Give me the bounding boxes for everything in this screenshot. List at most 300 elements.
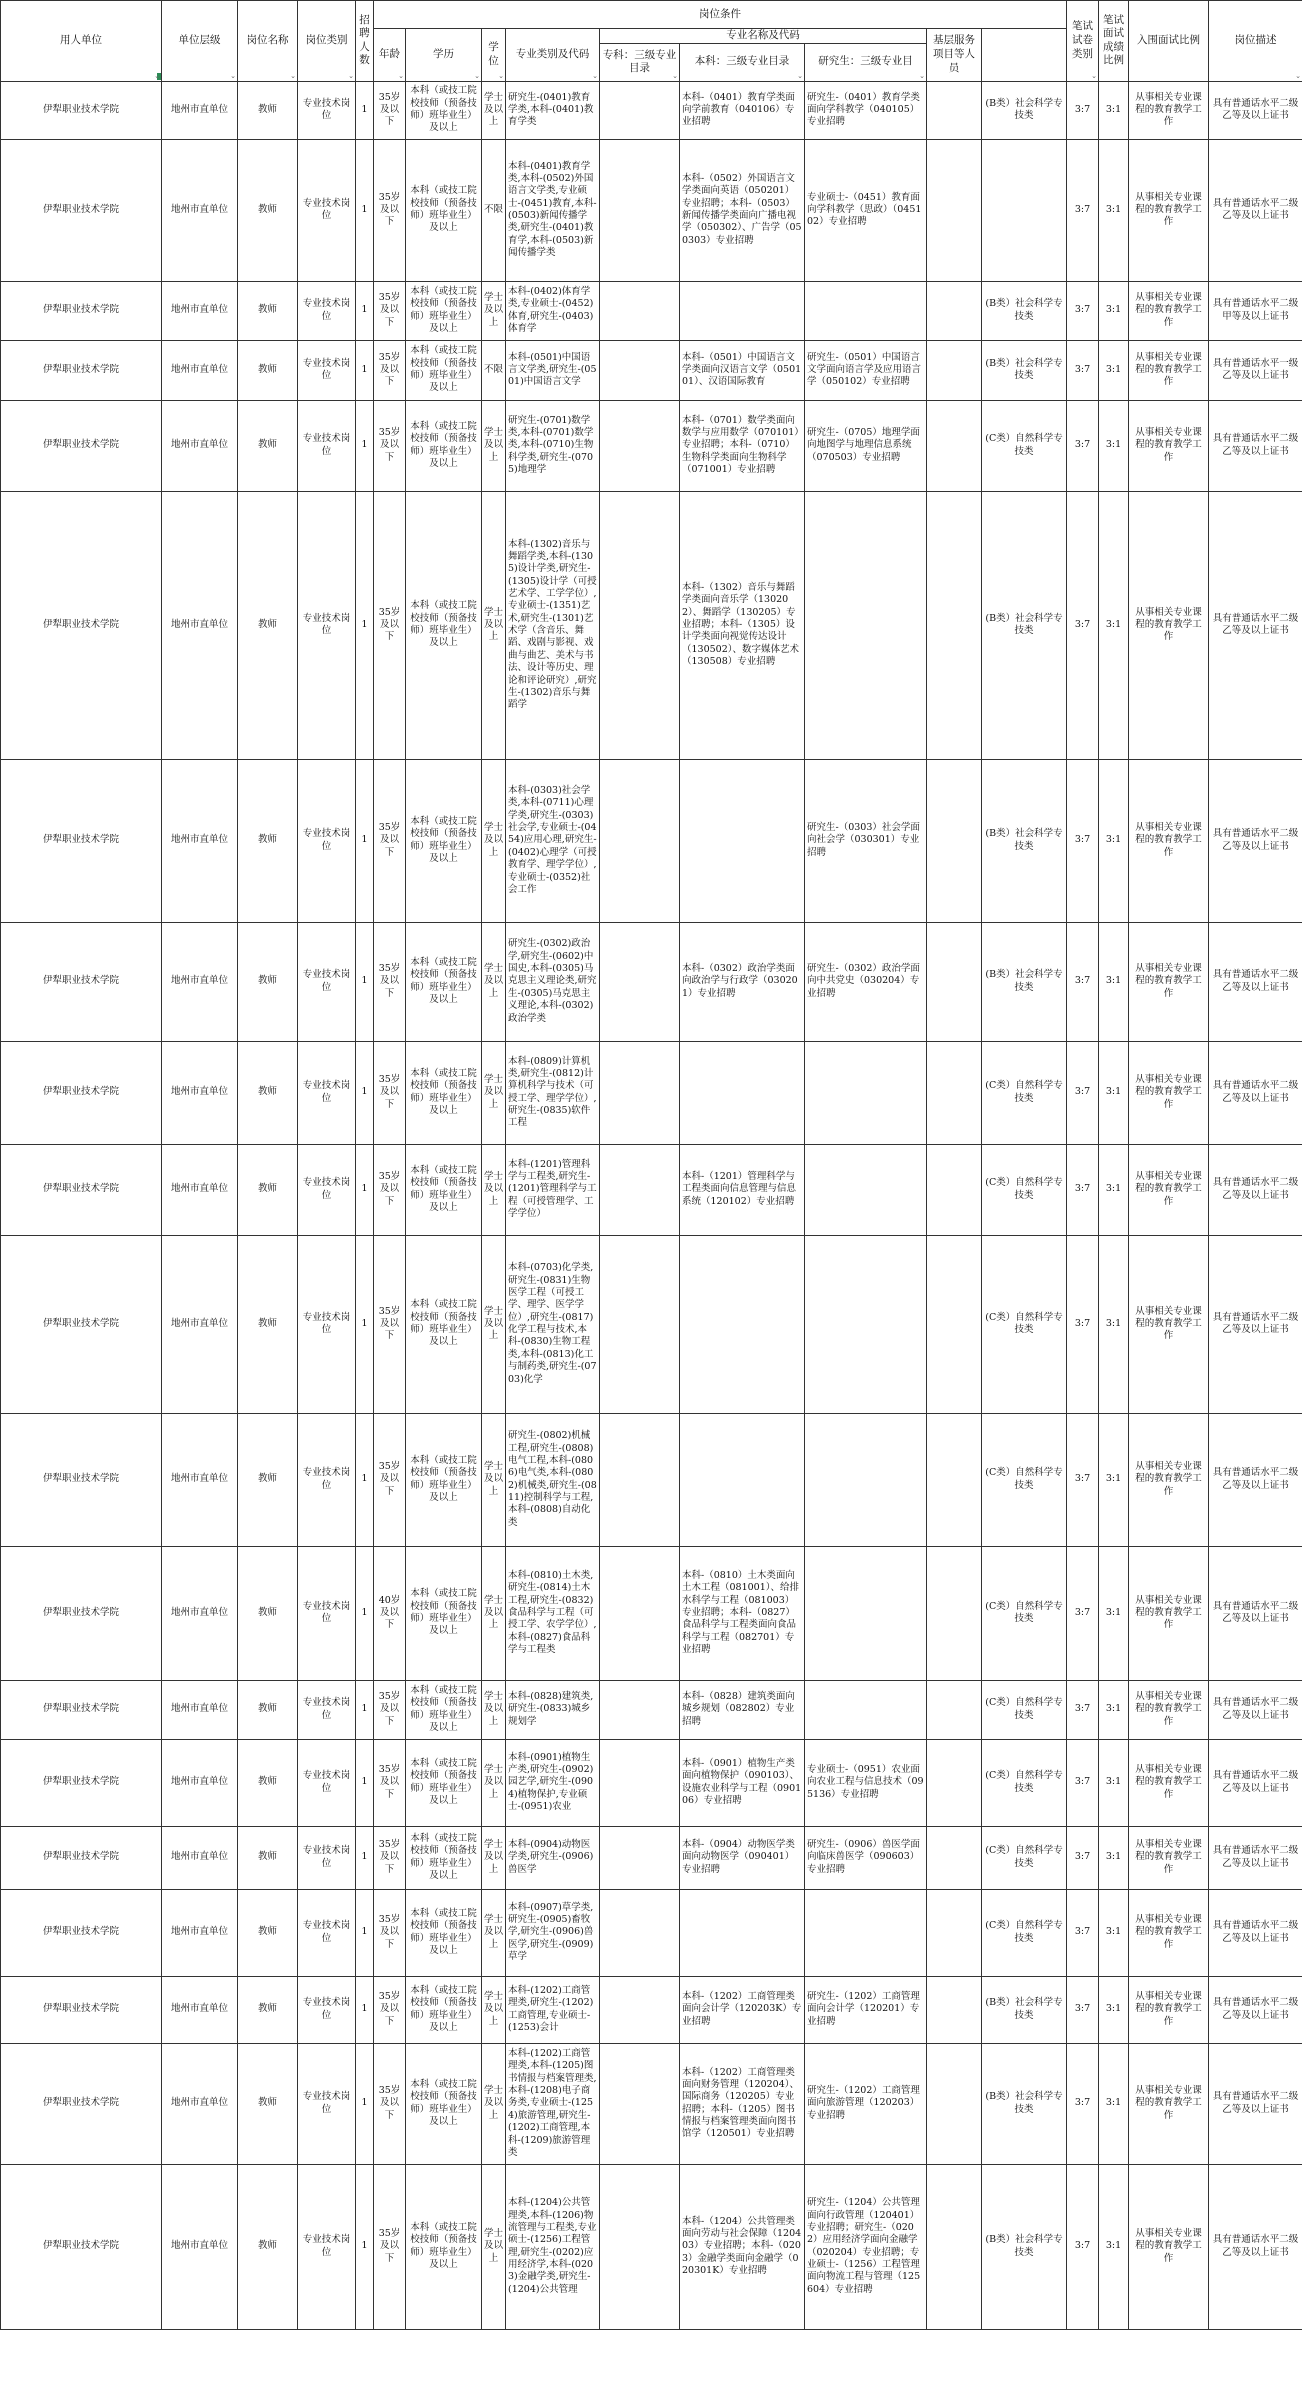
cell-unit[interactable]: 伊犁职业技术学院 — [1, 1546, 162, 1680]
cell-ratio-written[interactable]: 3:7 — [1067, 1041, 1099, 1144]
cell-major-cat[interactable]: 本科-(1204)公共管理类,本科-(1206)物流管理与工程类,专业硕士-(1256)工程管理,研究生-(0202)应用经济学,本科-(0203)金融学类,研究生-(1204)公共管理 — [506, 2164, 600, 2329]
cell-grassroots[interactable] — [927, 1739, 982, 1826]
header-major-cat[interactable]: 专业类别及代码 ⌄ — [506, 29, 600, 82]
cell-zk[interactable] — [600, 1413, 680, 1546]
cell-ratio-interview[interactable]: 3:1 — [1099, 1546, 1129, 1680]
cell-note[interactable]: 具有普通话水平二级乙等及以上证书 — [1209, 1680, 1302, 1739]
cell-bk[interactable] — [680, 281, 805, 340]
cell-zk[interactable] — [600, 139, 680, 281]
cell-desc[interactable]: 从事相关专业课程的教育教学工作 — [1129, 2164, 1209, 2329]
cell-edu[interactable]: 本科（或技工院校技师（预备技师）班毕业生）及以上 — [406, 1235, 482, 1413]
cell-ratio-interview[interactable]: 3:1 — [1099, 281, 1129, 340]
cell-ratio-written[interactable]: 3:7 — [1067, 491, 1099, 759]
cell-grassroots[interactable] — [927, 2043, 982, 2164]
cell-ratio-written[interactable]: 3:7 — [1067, 81, 1099, 139]
cell-exam[interactable]: (C类）自然科学专技类 — [982, 1041, 1067, 1144]
cell-count[interactable]: 1 — [356, 759, 374, 922]
filter-dropdown-icon[interactable]: ⌄ — [230, 71, 236, 80]
cell-desc[interactable]: 从事相关专业课程的教育教学工作 — [1129, 1144, 1209, 1235]
cell-count[interactable]: 1 — [356, 2164, 374, 2329]
cell-ratio-interview[interactable]: 3:1 — [1099, 1976, 1129, 2043]
cell-yjs[interactable]: 专业硕士-（0451）教育面向学科教学（思政）（045102）专业招聘 — [805, 139, 927, 281]
cell-age[interactable]: 35岁及以下 — [374, 2164, 406, 2329]
header-unit[interactable]: 用人单位 ⌄ — [1, 1, 162, 82]
cell-desc[interactable]: 从事相关专业课程的教育教学工作 — [1129, 1546, 1209, 1680]
cell-grassroots[interactable] — [927, 1144, 982, 1235]
cell-zk[interactable] — [600, 281, 680, 340]
cell-exam[interactable]: (C类）自然科学专技类 — [982, 1889, 1067, 1976]
cell-grassroots[interactable] — [927, 139, 982, 281]
cell-unit[interactable]: 伊犁职业技术学院 — [1, 281, 162, 340]
cell-unit[interactable]: 伊犁职业技术学院 — [1, 340, 162, 400]
cell-type[interactable]: 专业技术岗位 — [298, 2043, 356, 2164]
cell-unit[interactable]: 伊犁职业技术学院 — [1, 139, 162, 281]
cell-count[interactable]: 1 — [356, 400, 374, 491]
cell-ratio-interview[interactable]: 3:1 — [1099, 2043, 1129, 2164]
cell-count[interactable]: 1 — [356, 1144, 374, 1235]
cell-count[interactable]: 1 — [356, 1413, 374, 1546]
cell-grassroots[interactable] — [927, 340, 982, 400]
cell-post[interactable]: 教师 — [238, 1546, 298, 1680]
filter-dropdown-icon[interactable]: ⌄ — [1091, 71, 1098, 80]
cell-yjs[interactable]: 研究生-（0303）社会学面向社会学（030301）专业招聘 — [805, 759, 927, 922]
cell-zk[interactable] — [600, 1826, 680, 1889]
cell-count[interactable]: 1 — [356, 1041, 374, 1144]
cell-type[interactable]: 专业技术岗位 — [298, 1680, 356, 1739]
cell-degree[interactable]: 学士及以上 — [482, 1976, 506, 2043]
cell-type[interactable]: 专业技术岗位 — [298, 1739, 356, 1826]
cell-bk[interactable]: 本科-（0701）数学类面向数学与应用数学（070101）专业招聘；本科-（0710）生物科学类面向生物科学（071001）专业招聘 — [680, 400, 805, 491]
cell-desc[interactable]: 从事相关专业课程的教育教学工作 — [1129, 922, 1209, 1041]
cell-degree[interactable]: 学士及以上 — [482, 922, 506, 1041]
cell-major-cat[interactable]: 本科-(0828)建筑类,研究生-(0833)城乡规划学 — [506, 1680, 600, 1739]
cell-zk[interactable] — [600, 2043, 680, 2164]
cell-age[interactable]: 35岁及以下 — [374, 1889, 406, 1976]
cell-ratio-interview[interactable]: 3:1 — [1099, 491, 1129, 759]
cell-type[interactable]: 专业技术岗位 — [298, 400, 356, 491]
cell-bk[interactable]: 本科-（1204）公共管理类面向劳动与社会保障（120403）专业招聘；本科-（0203）金融学类面向金融学（020301K）专业招聘 — [680, 2164, 805, 2329]
cell-level[interactable]: 地州市直单位 — [162, 1546, 238, 1680]
cell-ratio-interview[interactable]: 3:1 — [1099, 2164, 1129, 2329]
cell-age[interactable]: 35岁及以下 — [374, 1144, 406, 1235]
cell-yjs[interactable] — [805, 1413, 927, 1546]
cell-desc[interactable]: 从事相关专业课程的教育教学工作 — [1129, 1413, 1209, 1546]
cell-zk[interactable] — [600, 491, 680, 759]
cell-grassroots[interactable] — [927, 1041, 982, 1144]
cell-yjs[interactable] — [805, 1680, 927, 1739]
cell-major-cat[interactable]: 本科-(1202)工商管理类,本科-(1205)图书情报与档案管理类,本科-(1208)电子商务类,专业硕士-(1254)旅游管理,研究生-(1202)工商管理,本科-(1209)旅游管理类 — [506, 2043, 600, 2164]
header-yjs[interactable]: 研究生：三级专业目 ⌄ — [805, 43, 927, 81]
cell-degree[interactable]: 学士及以上 — [482, 1889, 506, 1976]
cell-bk[interactable] — [680, 1413, 805, 1546]
cell-level[interactable]: 地州市直单位 — [162, 400, 238, 491]
cell-age[interactable]: 35岁及以下 — [374, 1739, 406, 1826]
cell-bk[interactable] — [680, 1889, 805, 1976]
cell-zk[interactable] — [600, 400, 680, 491]
cell-exam[interactable]: (C类）自然科学专技类 — [982, 1235, 1067, 1413]
cell-post[interactable]: 教师 — [238, 1826, 298, 1889]
cell-grassroots[interactable] — [927, 2164, 982, 2329]
cell-edu[interactable]: 本科（或技工院校技师（预备技师）班毕业生）及以上 — [406, 2164, 482, 2329]
cell-ratio-interview[interactable]: 3:1 — [1099, 340, 1129, 400]
cell-exam[interactable]: (C类）自然科学专技类 — [982, 1413, 1067, 1546]
cell-yjs[interactable]: 专业硕士-（0951）农业面向农业工程与信息技术（095136）专业招聘 — [805, 1739, 927, 1826]
cell-desc[interactable]: 从事相关专业课程的教育教学工作 — [1129, 2043, 1209, 2164]
cell-degree[interactable]: 学士及以上 — [482, 1680, 506, 1739]
cell-degree[interactable]: 学士及以上 — [482, 2043, 506, 2164]
cell-bk[interactable]: 本科-（0901）植物生产类面向植物保护（090103）、设施农业科学与工程（090106）专业招聘 — [680, 1739, 805, 1826]
cell-unit[interactable]: 伊犁职业技术学院 — [1, 1976, 162, 2043]
cell-bk[interactable] — [680, 1041, 805, 1144]
cell-count[interactable]: 1 — [356, 922, 374, 1041]
cell-yjs[interactable]: 研究生-（0501）中国语言文学面向语言学及应用语言学（050102）专业招聘 — [805, 340, 927, 400]
cell-note[interactable]: 具有普通话水平二级甲等及以上证书 — [1209, 281, 1302, 340]
cell-count[interactable]: 1 — [356, 281, 374, 340]
cell-note[interactable]: 具有普通话水平二级乙等及以上证书 — [1209, 2043, 1302, 2164]
cell-degree[interactable]: 学士及以上 — [482, 2164, 506, 2329]
cell-level[interactable]: 地州市直单位 — [162, 1680, 238, 1739]
filter-dropdown-icon[interactable]: ⌄ — [398, 71, 404, 80]
filter-dropdown-icon[interactable]: ⌄ — [498, 71, 504, 80]
filter-dropdown-icon[interactable]: ⌄ — [1295, 71, 1302, 80]
cell-count[interactable]: 1 — [356, 340, 374, 400]
cell-desc[interactable]: 从事相关专业课程的教育教学工作 — [1129, 1739, 1209, 1826]
cell-ratio-interview[interactable]: 3:1 — [1099, 400, 1129, 491]
cell-count[interactable]: 1 — [356, 1235, 374, 1413]
cell-exam[interactable]: (B类）社会科学专技类 — [982, 340, 1067, 400]
cell-type[interactable]: 专业技术岗位 — [298, 759, 356, 922]
cell-type[interactable]: 专业技术岗位 — [298, 1976, 356, 2043]
cell-unit[interactable]: 伊犁职业技术学院 — [1, 1235, 162, 1413]
cell-exam[interactable]: (B类）社会科学专技类 — [982, 2043, 1067, 2164]
cell-edu[interactable]: 本科（或技工院校技师（预备技师）班毕业生）及以上 — [406, 1976, 482, 2043]
cell-note[interactable]: 具有普通话水平二级乙等及以上证书 — [1209, 1976, 1302, 2043]
cell-unit[interactable]: 伊犁职业技术学院 — [1, 1413, 162, 1546]
cell-yjs[interactable]: 研究生-（1202）工商管理面向会计学（120201）专业招聘 — [805, 1976, 927, 2043]
cell-note[interactable]: 具有普通话水平二级乙等及以上证书 — [1209, 1144, 1302, 1235]
cell-grassroots[interactable] — [927, 1889, 982, 1976]
cell-unit[interactable]: 伊犁职业技术学院 — [1, 1739, 162, 1826]
cell-zk[interactable] — [600, 2164, 680, 2329]
cell-grassroots[interactable] — [927, 1235, 982, 1413]
cell-type[interactable]: 专业技术岗位 — [298, 1546, 356, 1680]
cell-exam[interactable]: (B类）社会科学专技类 — [982, 281, 1067, 340]
cell-major-cat[interactable]: 本科-(0501)中国语言文学类,研究生-(0501)中国语言文学 — [506, 340, 600, 400]
cell-post[interactable]: 教师 — [238, 1235, 298, 1413]
cell-count[interactable]: 1 — [356, 81, 374, 139]
cell-level[interactable]: 地州市直单位 — [162, 491, 238, 759]
cell-type[interactable]: 专业技术岗位 — [298, 1889, 356, 1976]
cell-ratio-written[interactable]: 3:7 — [1067, 922, 1099, 1041]
cell-age[interactable]: 35岁及以下 — [374, 1826, 406, 1889]
cell-bk[interactable]: 本科-（0401）教育学类面向学前教育（040106）专业招聘 — [680, 81, 805, 139]
header-post-type[interactable]: 岗位类别 ⌄ — [298, 1, 356, 82]
cell-grassroots[interactable] — [927, 922, 982, 1041]
cell-grassroots[interactable] — [927, 1826, 982, 1889]
cell-bk[interactable]: 本科-（0904）动物医学类面向动物医学（090401）专业招聘 — [680, 1826, 805, 1889]
cell-bk[interactable]: 本科-（0501）中国语言文学类面向汉语言文学（050101）、汉语国际教育 — [680, 340, 805, 400]
cell-degree[interactable]: 学士及以上 — [482, 400, 506, 491]
cell-zk[interactable] — [600, 340, 680, 400]
cell-ratio-written[interactable]: 3:7 — [1067, 1739, 1099, 1826]
cell-note[interactable]: 具有普通话水平二级乙等及以上证书 — [1209, 1546, 1302, 1680]
cell-ratio-interview[interactable]: 3:1 — [1099, 139, 1129, 281]
cell-grassroots[interactable] — [927, 81, 982, 139]
cell-note[interactable]: 具有普通话水平二级乙等及以上证书 — [1209, 139, 1302, 281]
cell-zk[interactable] — [600, 1680, 680, 1739]
cell-unit[interactable]: 伊犁职业技术学院 — [1, 1680, 162, 1739]
cell-edu[interactable]: 本科（或技工院校技师（预备技师）班毕业生）及以上 — [406, 400, 482, 491]
cell-age[interactable]: 35岁及以下 — [374, 1041, 406, 1144]
cell-bk[interactable]: 本科-（1202）工商管理类面向财务管理（120204）、国际商务（120205）专业招聘；本科-（1205）图书情报与档案管理类面向图书馆学（120501）专业招聘 — [680, 2043, 805, 2164]
header-post-name[interactable]: 岗位名称 ⌄ — [238, 1, 298, 82]
cell-grassroots[interactable] — [927, 1413, 982, 1546]
header-ratio-written[interactable]: 笔试面试成绩比例 — [1099, 1, 1129, 82]
cell-major-cat[interactable]: 本科-(1302)音乐与舞蹈学类,本科-(1305)设计学类,研究生-(1305)设计学（可授艺术学、工学学位）,专业硕士-(1351)艺术,研究生-(1301)艺术学（含音乐、舞蹈、戏剧与影视、戏曲与曲艺、美术与书法、设计等历史、理论和评论研究）,研究生-(1302)音乐与舞蹈学 — [506, 491, 600, 759]
cell-edu[interactable]: 本科（或技工院校技师（预备技师）班毕业生）及以上 — [406, 1889, 482, 1976]
cell-count[interactable]: 1 — [356, 1889, 374, 1976]
cell-age[interactable]: 40岁及以下 — [374, 1546, 406, 1680]
cell-major-cat[interactable]: 研究生-(0802)机械工程,研究生-(0808)电气工程,本科-(0806)电气类,本科-(0802)机械类,研究生-(0811)控制科学与工程,本科-(0808)自动化类 — [506, 1413, 600, 1546]
cell-grassroots[interactable] — [927, 491, 982, 759]
cell-yjs[interactable] — [805, 1041, 927, 1144]
cell-age[interactable]: 35岁及以下 — [374, 340, 406, 400]
cell-unit[interactable]: 伊犁职业技术学院 — [1, 2164, 162, 2329]
cell-yjs[interactable]: 研究生-（0401）教育学类面向学科教学（040105）专业招聘 — [805, 81, 927, 139]
cell-ratio-interview[interactable]: 3:1 — [1099, 1680, 1129, 1739]
cell-note[interactable]: 具有普通话水平一级乙等及以上证书 — [1209, 340, 1302, 400]
cell-major-cat[interactable]: 本科-(0809)计算机类,研究生-(0812)计算机科学与技术（可授工学、理学学位）,研究生-(0835)软件工程 — [506, 1041, 600, 1144]
header-age[interactable]: 年龄 ⌄ — [374, 29, 406, 82]
cell-edu[interactable]: 本科（或技工院校技师（预备技师）班毕业生）及以上 — [406, 340, 482, 400]
cell-exam[interactable]: (C类）自然科学专技类 — [982, 400, 1067, 491]
cell-ratio-written[interactable]: 3:7 — [1067, 1144, 1099, 1235]
cell-edu[interactable]: 本科（或技工院校技师（预备技师）班毕业生）及以上 — [406, 1739, 482, 1826]
cell-ratio-interview[interactable]: 3:1 — [1099, 1041, 1129, 1144]
cell-level[interactable]: 地州市直单位 — [162, 922, 238, 1041]
cell-unit[interactable]: 伊犁职业技术学院 — [1, 491, 162, 759]
cell-level[interactable]: 地州市直单位 — [162, 1889, 238, 1976]
cell-major-cat[interactable]: 本科-(1202)工商管理类,研究生-(1202)工商管理,专业硕士-(1253)会计 — [506, 1976, 600, 2043]
cell-edu[interactable]: 本科（或技工院校技师（预备技师）班毕业生）及以上 — [406, 922, 482, 1041]
cell-note[interactable]: 具有普通话水平二级乙等及以上证书 — [1209, 400, 1302, 491]
cell-edu[interactable]: 本科（或技工院校技师（预备技师）班毕业生）及以上 — [406, 1826, 482, 1889]
cell-ratio-written[interactable]: 3:7 — [1067, 1680, 1099, 1739]
cell-level[interactable]: 地州市直单位 — [162, 281, 238, 340]
cell-post[interactable]: 教师 — [238, 1041, 298, 1144]
cell-grassroots[interactable] — [927, 1976, 982, 2043]
cell-yjs[interactable]: 研究生-（0302）政治学面向中共党史（030204）专业招聘 — [805, 922, 927, 1041]
cell-degree[interactable]: 学士及以上 — [482, 1546, 506, 1680]
cell-yjs[interactable] — [805, 491, 927, 759]
filter-dropdown-icon[interactable]: ⌄ — [919, 71, 925, 80]
cell-unit[interactable]: 伊犁职业技术学院 — [1, 1041, 162, 1144]
cell-age[interactable]: 35岁及以下 — [374, 400, 406, 491]
cell-unit[interactable]: 伊犁职业技术学院 — [1, 2043, 162, 2164]
cell-post[interactable]: 教师 — [238, 1413, 298, 1546]
cell-desc[interactable]: 从事相关专业课程的教育教学工作 — [1129, 1235, 1209, 1413]
cell-note[interactable]: 具有普通话水平二级乙等及以上证书 — [1209, 81, 1302, 139]
cell-note[interactable]: 具有普通话水平二级乙等及以上证书 — [1209, 1889, 1302, 1976]
cell-ratio-interview[interactable]: 3:1 — [1099, 1826, 1129, 1889]
cell-level[interactable]: 地州市直单位 — [162, 139, 238, 281]
cell-degree[interactable]: 学士及以上 — [482, 1235, 506, 1413]
cell-major-cat[interactable]: 本科-(0401)教育学类,本科-(0502)外国语言文学类,专业硕士-(0451)教育,本科-(0503)新闻传播学类,研究生-(0401)教育学,本科-(0503)新闻传播学类 — [506, 139, 600, 281]
cell-exam[interactable]: (B类）社会科学专技类 — [982, 922, 1067, 1041]
cell-note[interactable]: 具有普通话水平二级乙等及以上证书 — [1209, 2164, 1302, 2329]
cell-degree[interactable]: 不限 — [482, 340, 506, 400]
header-exam[interactable]: 笔试试卷类别 ⌄ — [1067, 1, 1099, 82]
cell-count[interactable]: 1 — [356, 1680, 374, 1739]
cell-type[interactable]: 专业技术岗位 — [298, 1413, 356, 1546]
cell-zk[interactable] — [600, 1976, 680, 2043]
cell-type[interactable]: 专业技术岗位 — [298, 491, 356, 759]
cell-exam[interactable]: (C类）自然科学专技类 — [982, 1144, 1067, 1235]
header-zk[interactable]: 专科：三级专业目录 ⌄ — [600, 43, 680, 81]
cell-desc[interactable]: 从事相关专业课程的教育教学工作 — [1129, 1826, 1209, 1889]
cell-age[interactable]: 35岁及以下 — [374, 759, 406, 922]
cell-exam[interactable]: (C类）自然科学专技类 — [982, 1546, 1067, 1680]
cell-type[interactable]: 专业技术岗位 — [298, 139, 356, 281]
cell-ratio-written[interactable]: 3:7 — [1067, 1826, 1099, 1889]
cell-note[interactable]: 具有普通话水平二级乙等及以上证书 — [1209, 1413, 1302, 1546]
cell-age[interactable]: 35岁及以下 — [374, 922, 406, 1041]
cell-grassroots[interactable] — [927, 281, 982, 340]
cell-bk[interactable]: 本科-（1202）工商管理类面向会计学（120203K）专业招聘 — [680, 1976, 805, 2043]
cell-ratio-written[interactable]: 3:7 — [1067, 340, 1099, 400]
cell-age[interactable]: 35岁及以下 — [374, 1413, 406, 1546]
cell-bk[interactable]: 本科-（0828）建筑类面向城乡规划（082802）专业招聘 — [680, 1680, 805, 1739]
cell-yjs[interactable]: 研究生-（1202）工商管理面向旅游管理（120203）专业招聘 — [805, 2043, 927, 2164]
cell-yjs[interactable]: 研究生-（0705）地理学面向地图学与地理信息系统（070503）专业招聘 — [805, 400, 927, 491]
filter-dropdown-icon[interactable]: ⌄ — [290, 71, 296, 80]
cell-type[interactable]: 专业技术岗位 — [298, 2164, 356, 2329]
cell-type[interactable]: 专业技术岗位 — [298, 1235, 356, 1413]
cell-ratio-written[interactable]: 3:7 — [1067, 2164, 1099, 2329]
cell-edu[interactable]: 本科（或技工院校技师（预备技师）班毕业生）及以上 — [406, 1680, 482, 1739]
cell-bk[interactable]: 本科-（0810）土木类面向土木工程（081001）、给排水科学与工程（081003）专业招聘；本科-（0827）食品科学与工程类面向食品科学与工程（082701）专业招聘 — [680, 1546, 805, 1680]
cell-type[interactable]: 专业技术岗位 — [298, 1826, 356, 1889]
cell-count[interactable]: 1 — [356, 1546, 374, 1680]
cell-level[interactable]: 地州市直单位 — [162, 1826, 238, 1889]
cell-yjs[interactable] — [805, 281, 927, 340]
cell-degree[interactable]: 学士及以上 — [482, 491, 506, 759]
cell-post[interactable]: 教师 — [238, 81, 298, 139]
cell-level[interactable]: 地州市直单位 — [162, 2043, 238, 2164]
cell-major-cat[interactable]: 本科-(0703)化学类,研究生-(0831)生物医学工程（可授工学、理学、医学学位）,研究生-(0817)化学工程与技术,本科-(0830)生物工程类,本科-(0813)化工与制药类,研究生-(0703)化学 — [506, 1235, 600, 1413]
cell-exam[interactable]: (B类）社会科学专技类 — [982, 81, 1067, 139]
cell-bk[interactable] — [680, 759, 805, 922]
filter-dropdown-icon[interactable]: ⌄ — [474, 71, 480, 80]
cell-desc[interactable]: 从事相关专业课程的教育教学工作 — [1129, 491, 1209, 759]
cell-grassroots[interactable] — [927, 1680, 982, 1739]
cell-post[interactable]: 教师 — [238, 400, 298, 491]
cell-note[interactable]: 具有普通话水平二级乙等及以上证书 — [1209, 491, 1302, 759]
cell-type[interactable]: 专业技术岗位 — [298, 1144, 356, 1235]
cell-post[interactable]: 教师 — [238, 759, 298, 922]
cell-zk[interactable] — [600, 1889, 680, 1976]
cell-desc[interactable]: 从事相关专业课程的教育教学工作 — [1129, 400, 1209, 491]
filter-dropdown-icon[interactable]: ⌄ — [797, 71, 803, 80]
cell-major-cat[interactable]: 本科-(0907)草学类,研究生-(0905)畜牧学,研究生-(0906)兽医学,研究生-(0909)草学 — [506, 1889, 600, 1976]
header-grassroots[interactable]: 基层服务项目等人员 — [927, 29, 982, 82]
cell-edu[interactable]: 本科（或技工院校技师（预备技师）班毕业生）及以上 — [406, 1546, 482, 1680]
header-degree[interactable]: 学位 ⌄ — [482, 29, 506, 82]
cell-desc[interactable]: 从事相关专业课程的教育教学工作 — [1129, 1889, 1209, 1976]
cell-desc[interactable]: 从事相关专业课程的教育教学工作 — [1129, 1041, 1209, 1144]
header-desc[interactable]: 岗位描述 ⌄ — [1209, 1, 1302, 82]
cell-age[interactable]: 35岁及以下 — [374, 2043, 406, 2164]
cell-unit[interactable]: 伊犁职业技术学院 — [1, 1889, 162, 1976]
cell-edu[interactable]: 本科（或技工院校技师（预备技师）班毕业生）及以上 — [406, 491, 482, 759]
cell-desc[interactable]: 从事相关专业课程的教育教学工作 — [1129, 81, 1209, 139]
cell-post[interactable]: 教师 — [238, 1976, 298, 2043]
cell-desc[interactable]: 从事相关专业课程的教育教学工作 — [1129, 340, 1209, 400]
cell-edu[interactable]: 本科（或技工院校技师（预备技师）班毕业生）及以上 — [406, 1041, 482, 1144]
cell-count[interactable]: 1 — [356, 1976, 374, 2043]
cell-unit[interactable]: 伊犁职业技术学院 — [1, 400, 162, 491]
cell-zk[interactable] — [600, 1041, 680, 1144]
cell-zk[interactable] — [600, 1739, 680, 1826]
cell-edu[interactable]: 本科（或技工院校技师（预备技师）班毕业生）及以上 — [406, 1413, 482, 1546]
cell-major-cat[interactable]: 研究生-(0701)数学类,本科-(0701)数学类,本科-(0710)生物科学类,研究生-(0705)地理学 — [506, 400, 600, 491]
cell-edu[interactable]: 本科（或技工院校技师（预备技师）班毕业生）及以上 — [406, 81, 482, 139]
cell-level[interactable]: 地州市直单位 — [162, 340, 238, 400]
cell-degree[interactable]: 学士及以上 — [482, 1041, 506, 1144]
cell-ratio-interview[interactable]: 3:1 — [1099, 1739, 1129, 1826]
cell-yjs[interactable] — [805, 1144, 927, 1235]
cell-desc[interactable]: 从事相关专业课程的教育教学工作 — [1129, 1976, 1209, 2043]
cell-type[interactable]: 专业技术岗位 — [298, 340, 356, 400]
cell-count[interactable]: 1 — [356, 1826, 374, 1889]
cell-ratio-written[interactable]: 3:7 — [1067, 1976, 1099, 2043]
cell-yjs[interactable] — [805, 1546, 927, 1680]
cell-ratio-interview[interactable]: 3:1 — [1099, 1144, 1129, 1235]
cell-degree[interactable]: 学士及以上 — [482, 281, 506, 340]
cell-exam[interactable]: (C类）自然科学专技类 — [982, 1739, 1067, 1826]
cell-post[interactable]: 教师 — [238, 340, 298, 400]
cell-ratio-interview[interactable]: 3:1 — [1099, 922, 1129, 1041]
cell-post[interactable]: 教师 — [238, 1739, 298, 1826]
cell-ratio-interview[interactable]: 3:1 — [1099, 1413, 1129, 1546]
cell-ratio-interview[interactable]: 3:1 — [1099, 1889, 1129, 1976]
cell-zk[interactable] — [600, 1235, 680, 1413]
cell-post[interactable]: 教师 — [238, 1889, 298, 1976]
header-count[interactable]: 招聘人数 — [356, 1, 374, 82]
cell-note[interactable]: 具有普通话水平二级乙等及以上证书 — [1209, 1041, 1302, 1144]
cell-major-cat[interactable]: 本科-(0303)社会学类,本科-(0711)心理学类,研究生-(0303)社会学,专业硕士-(0454)应用心理,研究生-(0402)心理学（可授教育学、理学学位）,专业硕士-(0352)社会工作 — [506, 759, 600, 922]
cell-unit[interactable]: 伊犁职业技术学院 — [1, 1144, 162, 1235]
cell-age[interactable]: 35岁及以下 — [374, 1680, 406, 1739]
cell-age[interactable]: 35岁及以下 — [374, 281, 406, 340]
cell-grassroots[interactable] — [927, 759, 982, 922]
cell-zk[interactable] — [600, 1546, 680, 1680]
cell-major-cat[interactable]: 本科-(0810)土木类,研究生-(0814)土木工程,研究生-(0832)食品科学与工程（可授工学、农学学位）,本科-(0827)食品科学与工程类 — [506, 1546, 600, 1680]
cell-level[interactable]: 地州市直单位 — [162, 1739, 238, 1826]
cell-degree[interactable]: 学士及以上 — [482, 1826, 506, 1889]
cell-degree[interactable]: 学士及以上 — [482, 759, 506, 922]
cell-ratio-written[interactable]: 3:7 — [1067, 1413, 1099, 1546]
cell-post[interactable]: 教师 — [238, 2043, 298, 2164]
cell-grassroots[interactable] — [927, 1546, 982, 1680]
cell-zk[interactable] — [600, 81, 680, 139]
cell-count[interactable]: 1 — [356, 1739, 374, 1826]
cell-yjs[interactable] — [805, 1235, 927, 1413]
cell-degree[interactable]: 学士及以上 — [482, 1413, 506, 1546]
cell-level[interactable]: 地州市直单位 — [162, 81, 238, 139]
cell-ratio-written[interactable]: 3:7 — [1067, 1889, 1099, 1976]
cell-level[interactable]: 地州市直单位 — [162, 1976, 238, 2043]
